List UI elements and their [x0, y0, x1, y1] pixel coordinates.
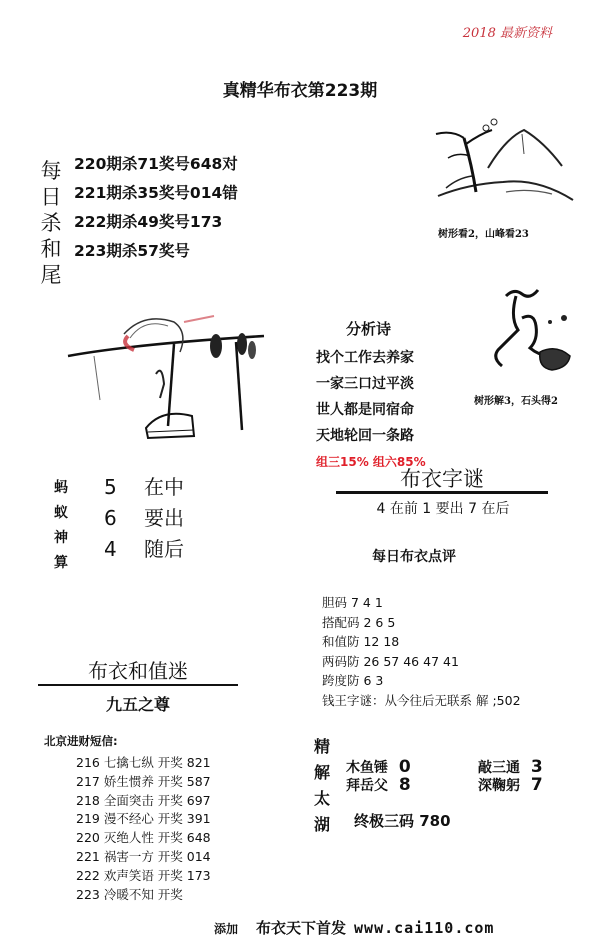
ant-rows: [104, 472, 184, 565]
poem-line: 天地轮回一条路: [316, 428, 414, 444]
beijing-line: 217 娇生惯养 开奖 587: [76, 773, 211, 789]
jing-item-value: 0: [398, 757, 411, 777]
poem-title: 分析诗: [346, 320, 392, 338]
sum-riddle-title: 布衣和值迷: [88, 659, 188, 683]
jing-label: 精解太湖: [313, 737, 330, 834]
beijing-line: 216 七擒七纵 开奖 821: [76, 755, 211, 770]
page-title: 真精华布衣第223期: [222, 81, 378, 101]
daily-line: 胆码 7 4 1: [322, 595, 383, 610]
rack-sketch: [64, 304, 272, 446]
ant-row: [104, 503, 184, 534]
jing-item-name: 敲三通: [478, 760, 520, 776]
poem-line: 找个工作去养家: [316, 350, 414, 366]
poem-line: 世人都是同宿命: [316, 402, 414, 418]
beijing-line: 222 欢声笑语 开奖 173: [76, 867, 211, 883]
beijing-line: 221 祸害一方 开奖 014: [76, 848, 211, 864]
jing-item-value: 7: [530, 775, 543, 795]
jing-item: [346, 757, 411, 777]
kill-line: 221期杀35奖号014错: [74, 184, 238, 202]
kill-list: [74, 150, 238, 266]
riddle-text: 4 在前 1 要出 7 在后: [376, 501, 510, 517]
riddle-title: 布衣字谜: [400, 467, 484, 491]
kill-line: 222期杀49奖号173: [74, 213, 223, 231]
caption-mid: 树形解3，石头得2: [474, 396, 558, 407]
rock-sketch: [476, 278, 586, 383]
tree-mountain-sketch: [428, 108, 578, 208]
ant-text: 要出: [144, 506, 184, 530]
beijing-line: 223 冷暖不知 开奖: [76, 886, 183, 902]
jing-final: 终极三码 780: [354, 812, 451, 830]
poem-line: 一家三口过平淡: [316, 376, 414, 392]
jing-item-name: 木鱼锤: [346, 760, 388, 776]
ant-row: [104, 534, 184, 565]
kill-line: 220期杀71奖号648对: [74, 155, 238, 173]
daily-title: 每日布衣点评: [372, 549, 456, 565]
jing-item: [478, 775, 543, 795]
ant-label: 蚂蚁神算: [54, 480, 68, 571]
kill-label: 每日杀和尾: [40, 159, 62, 287]
footer: [214, 917, 494, 938]
sum-riddle-answer: 九五之尊: [105, 695, 170, 714]
ant-num: 4: [104, 537, 117, 561]
jing-item-name: 深鞠躬: [478, 778, 520, 794]
poem-highlight: 组三15% 组六85%: [316, 455, 426, 469]
beijing-line: 218 全面突击 开奖 697: [76, 792, 211, 808]
jing-item-value: 3: [530, 757, 543, 777]
footer-brand: 布衣天下首发: [256, 919, 347, 937]
daily-line: 跨度防 6 3: [322, 673, 384, 688]
daily-line: 钱王字谜：从今往后无联系 解 ;502: [322, 692, 521, 708]
jing-item-value: 8: [398, 775, 411, 795]
riddle-divider: [336, 491, 548, 494]
footer-url[interactable]: www.cai110.com: [354, 919, 495, 937]
ant-text: 在中: [144, 475, 184, 499]
jing-item: [478, 757, 543, 777]
sum-riddle-divider: [38, 684, 238, 686]
daily-line: 搭配码 2 6 5: [322, 614, 396, 630]
jing-item: [346, 775, 411, 795]
beijing-list: [76, 754, 211, 904]
daily-list: [322, 593, 521, 710]
ant-num: 5: [104, 475, 117, 499]
beijing-line: 219 漫不经心 开奖 391: [76, 811, 211, 827]
beijing-line: 220 灭绝人性 开奖 648: [76, 830, 211, 846]
footer-add: 添加: [214, 922, 239, 936]
jing-item-name: 拜岳父: [346, 778, 388, 794]
beijing-label: 北京进财短信:: [44, 734, 118, 748]
ant-row: [104, 472, 184, 503]
poem: [316, 345, 426, 475]
ant-text: 随后: [144, 537, 184, 561]
daily-line: 和值防 12 18: [322, 634, 400, 649]
caption-top: 树形看2，山峰看23: [438, 229, 529, 240]
daily-line: 两码防 26 57 46 47 41: [322, 653, 459, 669]
kill-line: 223期杀57奖号: [74, 242, 190, 260]
ant-num: 6: [104, 506, 117, 530]
header-tag: 2018 最新资料: [462, 26, 552, 41]
